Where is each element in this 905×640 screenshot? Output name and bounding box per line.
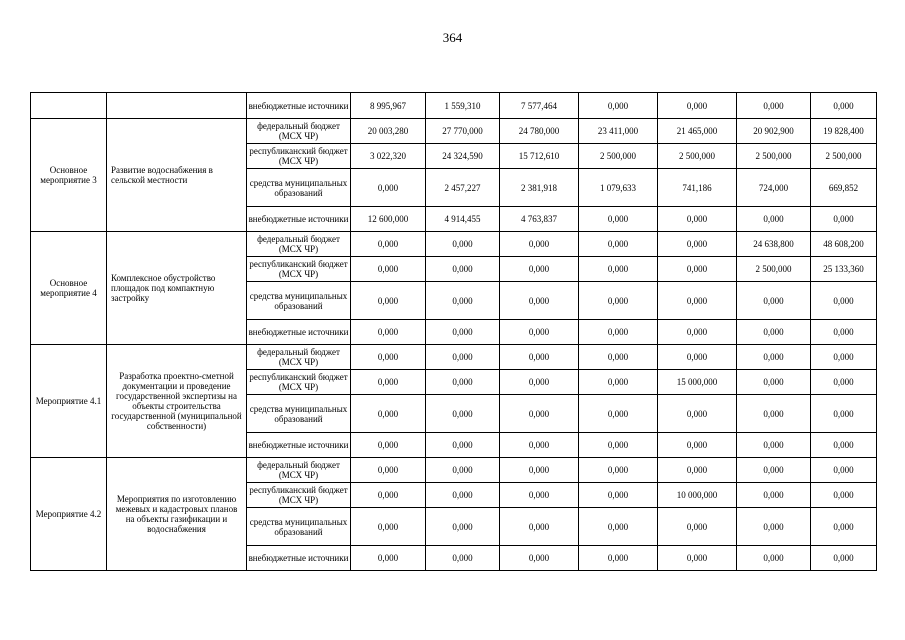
value-cell: 0,000: [737, 508, 811, 546]
value-cell: 0,000: [500, 320, 579, 345]
funding-source-cell: республиканский бюджет (МСХ ЧР): [247, 144, 351, 169]
value-cell: 0,000: [811, 395, 877, 433]
value-cell: 19 828,400: [811, 119, 877, 144]
value-cell: 0,000: [351, 232, 426, 257]
value-cell: 0,000: [579, 395, 658, 433]
value-cell: 1 079,633: [579, 169, 658, 207]
value-cell: 0,000: [579, 282, 658, 320]
value-cell: 23 411,000: [579, 119, 658, 144]
funding-source-cell: средства муниципальных образований: [247, 169, 351, 207]
value-cell: 0,000: [500, 433, 579, 458]
value-cell: 0,000: [811, 93, 877, 119]
event-description-cell: Разработка проектно-сметной документации и проведение государственной экспертизы на объекты строительства государственной (муниципальной собственности): [107, 345, 247, 458]
value-cell: 0,000: [658, 458, 737, 483]
value-cell: 12 600,000: [351, 207, 426, 232]
value-cell: 0,000: [351, 282, 426, 320]
value-cell: 7 577,464: [500, 93, 579, 119]
value-cell: 2 500,000: [658, 144, 737, 169]
value-cell: 0,000: [811, 508, 877, 546]
value-cell: 10 000,000: [658, 483, 737, 508]
value-cell: 0,000: [579, 483, 658, 508]
value-cell: 1 559,310: [426, 93, 500, 119]
value-cell: 0,000: [351, 169, 426, 207]
value-cell: 0,000: [351, 257, 426, 282]
event-name-cell: Мероприятие 4.2: [31, 458, 107, 571]
value-cell: 0,000: [500, 508, 579, 546]
funding-source-cell: внебюджетные источники: [247, 207, 351, 232]
value-cell: 2 457,227: [426, 169, 500, 207]
value-cell: 0,000: [426, 483, 500, 508]
value-cell: 0,000: [737, 345, 811, 370]
funding-source-cell: федеральный бюджет (МСХ ЧР): [247, 232, 351, 257]
value-cell: 0,000: [351, 320, 426, 345]
funding-source-cell: республиканский бюджет (МСХ ЧР): [247, 257, 351, 282]
funding-source-cell: средства муниципальных образований: [247, 395, 351, 433]
value-cell: 0,000: [658, 282, 737, 320]
funding-source-cell: средства муниципальных образований: [247, 508, 351, 546]
value-cell: 15 712,610: [500, 144, 579, 169]
value-cell: 0,000: [579, 207, 658, 232]
funding-source-cell: внебюджетные источники: [247, 546, 351, 571]
funding-source-cell: федеральный бюджет (МСХ ЧР): [247, 458, 351, 483]
value-cell: 2 381,918: [500, 169, 579, 207]
value-cell: 0,000: [351, 508, 426, 546]
value-cell: 0,000: [737, 320, 811, 345]
value-cell: 669,852: [811, 169, 877, 207]
value-cell: 0,000: [811, 483, 877, 508]
table-row: [31, 345, 877, 370]
value-cell: 0,000: [500, 232, 579, 257]
event-name-cell: Основное мероприятие 3: [31, 119, 107, 232]
value-cell: 0,000: [811, 458, 877, 483]
value-cell: 4 914,455: [426, 207, 500, 232]
value-cell: 0,000: [737, 207, 811, 232]
value-cell: 741,186: [658, 169, 737, 207]
value-cell: 48 608,200: [811, 232, 877, 257]
value-cell: 0,000: [811, 207, 877, 232]
event-name-cell: Основное мероприятие 4: [31, 232, 107, 345]
value-cell: 0,000: [658, 546, 737, 571]
value-cell: 0,000: [579, 433, 658, 458]
value-cell: 0,000: [579, 370, 658, 395]
value-cell: 0,000: [658, 232, 737, 257]
value-cell: 24 324,590: [426, 144, 500, 169]
funding-source-cell: внебюджетные источники: [247, 320, 351, 345]
value-cell: 0,000: [351, 345, 426, 370]
funding-source-cell: республиканский бюджет (МСХ ЧР): [247, 483, 351, 508]
value-cell: 0,000: [658, 320, 737, 345]
value-cell: 0,000: [737, 458, 811, 483]
value-cell: 0,000: [351, 458, 426, 483]
value-cell: 0,000: [658, 508, 737, 546]
value-cell: 2 500,000: [737, 257, 811, 282]
value-cell: 0,000: [811, 282, 877, 320]
value-cell: 0,000: [500, 458, 579, 483]
value-cell: 0,000: [579, 345, 658, 370]
value-cell: 2 500,000: [579, 144, 658, 169]
value-cell: 0,000: [658, 207, 737, 232]
funding-source-cell: федеральный бюджет (МСХ ЧР): [247, 119, 351, 144]
value-cell: 0,000: [426, 508, 500, 546]
value-cell: 15 000,000: [658, 370, 737, 395]
funding-source-cell: средства муниципальных образований: [247, 282, 351, 320]
value-cell: 4 763,837: [500, 207, 579, 232]
value-cell: 0,000: [579, 257, 658, 282]
value-cell: 0,000: [426, 433, 500, 458]
event-description-cell: [107, 93, 247, 119]
funding-source-cell: внебюджетные источники: [247, 93, 351, 119]
value-cell: 0,000: [811, 433, 877, 458]
value-cell: 0,000: [737, 93, 811, 119]
value-cell: 3 022,320: [351, 144, 426, 169]
value-cell: 0,000: [737, 395, 811, 433]
value-cell: 2 500,000: [811, 144, 877, 169]
value-cell: 0,000: [579, 232, 658, 257]
value-cell: 0,000: [811, 345, 877, 370]
value-cell: 0,000: [737, 433, 811, 458]
funding-source-cell: внебюджетные источники: [247, 433, 351, 458]
value-cell: 0,000: [737, 546, 811, 571]
value-cell: 0,000: [351, 395, 426, 433]
value-cell: 20 902,900: [737, 119, 811, 144]
value-cell: 0,000: [737, 282, 811, 320]
value-cell: 0,000: [351, 483, 426, 508]
value-cell: 24 780,000: [500, 119, 579, 144]
funding-source-cell: республиканский бюджет (МСХ ЧР): [247, 370, 351, 395]
value-cell: 0,000: [500, 395, 579, 433]
value-cell: 0,000: [500, 282, 579, 320]
value-cell: 0,000: [811, 546, 877, 571]
event-description-cell: Комплексное обустройство площадок под компактную застройку: [107, 232, 247, 345]
value-cell: 0,000: [579, 508, 658, 546]
value-cell: 0,000: [351, 370, 426, 395]
value-cell: 0,000: [500, 546, 579, 571]
value-cell: 0,000: [500, 257, 579, 282]
value-cell: 0,000: [426, 546, 500, 571]
value-cell: 27 770,000: [426, 119, 500, 144]
table-row: [31, 458, 877, 483]
event-name-cell: [31, 93, 107, 119]
table-row: [31, 93, 877, 119]
value-cell: 0,000: [579, 458, 658, 483]
value-cell: 2 500,000: [737, 144, 811, 169]
value-cell: 0,000: [426, 232, 500, 257]
value-cell: 0,000: [811, 320, 877, 345]
funding-source-cell: федеральный бюджет (МСХ ЧР): [247, 345, 351, 370]
value-cell: 21 465,000: [658, 119, 737, 144]
value-cell: 25 133,360: [811, 257, 877, 282]
value-cell: 0,000: [658, 257, 737, 282]
value-cell: 24 638,800: [737, 232, 811, 257]
value-cell: 0,000: [351, 546, 426, 571]
value-cell: 0,000: [500, 370, 579, 395]
value-cell: 0,000: [737, 370, 811, 395]
value-cell: 0,000: [658, 345, 737, 370]
value-cell: 0,000: [426, 345, 500, 370]
event-description-cell: Развитие водоснабжения в сельской местности: [107, 119, 247, 232]
value-cell: 0,000: [658, 93, 737, 119]
value-cell: 0,000: [500, 345, 579, 370]
table-row: [31, 119, 877, 144]
value-cell: 724,000: [737, 169, 811, 207]
value-cell: 0,000: [737, 483, 811, 508]
value-cell: 0,000: [658, 433, 737, 458]
value-cell: 0,000: [579, 93, 658, 119]
value-cell: 0,000: [811, 370, 877, 395]
value-cell: 0,000: [658, 395, 737, 433]
value-cell: 0,000: [426, 395, 500, 433]
event-name-cell: Мероприятие 4.1: [31, 345, 107, 458]
value-cell: 20 003,280: [351, 119, 426, 144]
value-cell: 8 995,967: [351, 93, 426, 119]
event-description-cell: Мероприятия по изготовлению межевых и кадастровых планов на объекты газификации и водоснабжения: [107, 458, 247, 571]
value-cell: 0,000: [426, 320, 500, 345]
value-cell: 0,000: [426, 282, 500, 320]
value-cell: 0,000: [579, 320, 658, 345]
budget-table: [30, 92, 877, 571]
value-cell: 0,000: [579, 546, 658, 571]
value-cell: 0,000: [426, 458, 500, 483]
table-row: [31, 232, 877, 257]
value-cell: 0,000: [426, 257, 500, 282]
value-cell: 0,000: [351, 433, 426, 458]
value-cell: 0,000: [500, 483, 579, 508]
value-cell: 0,000: [426, 370, 500, 395]
page-number: 364: [442, 30, 463, 45]
